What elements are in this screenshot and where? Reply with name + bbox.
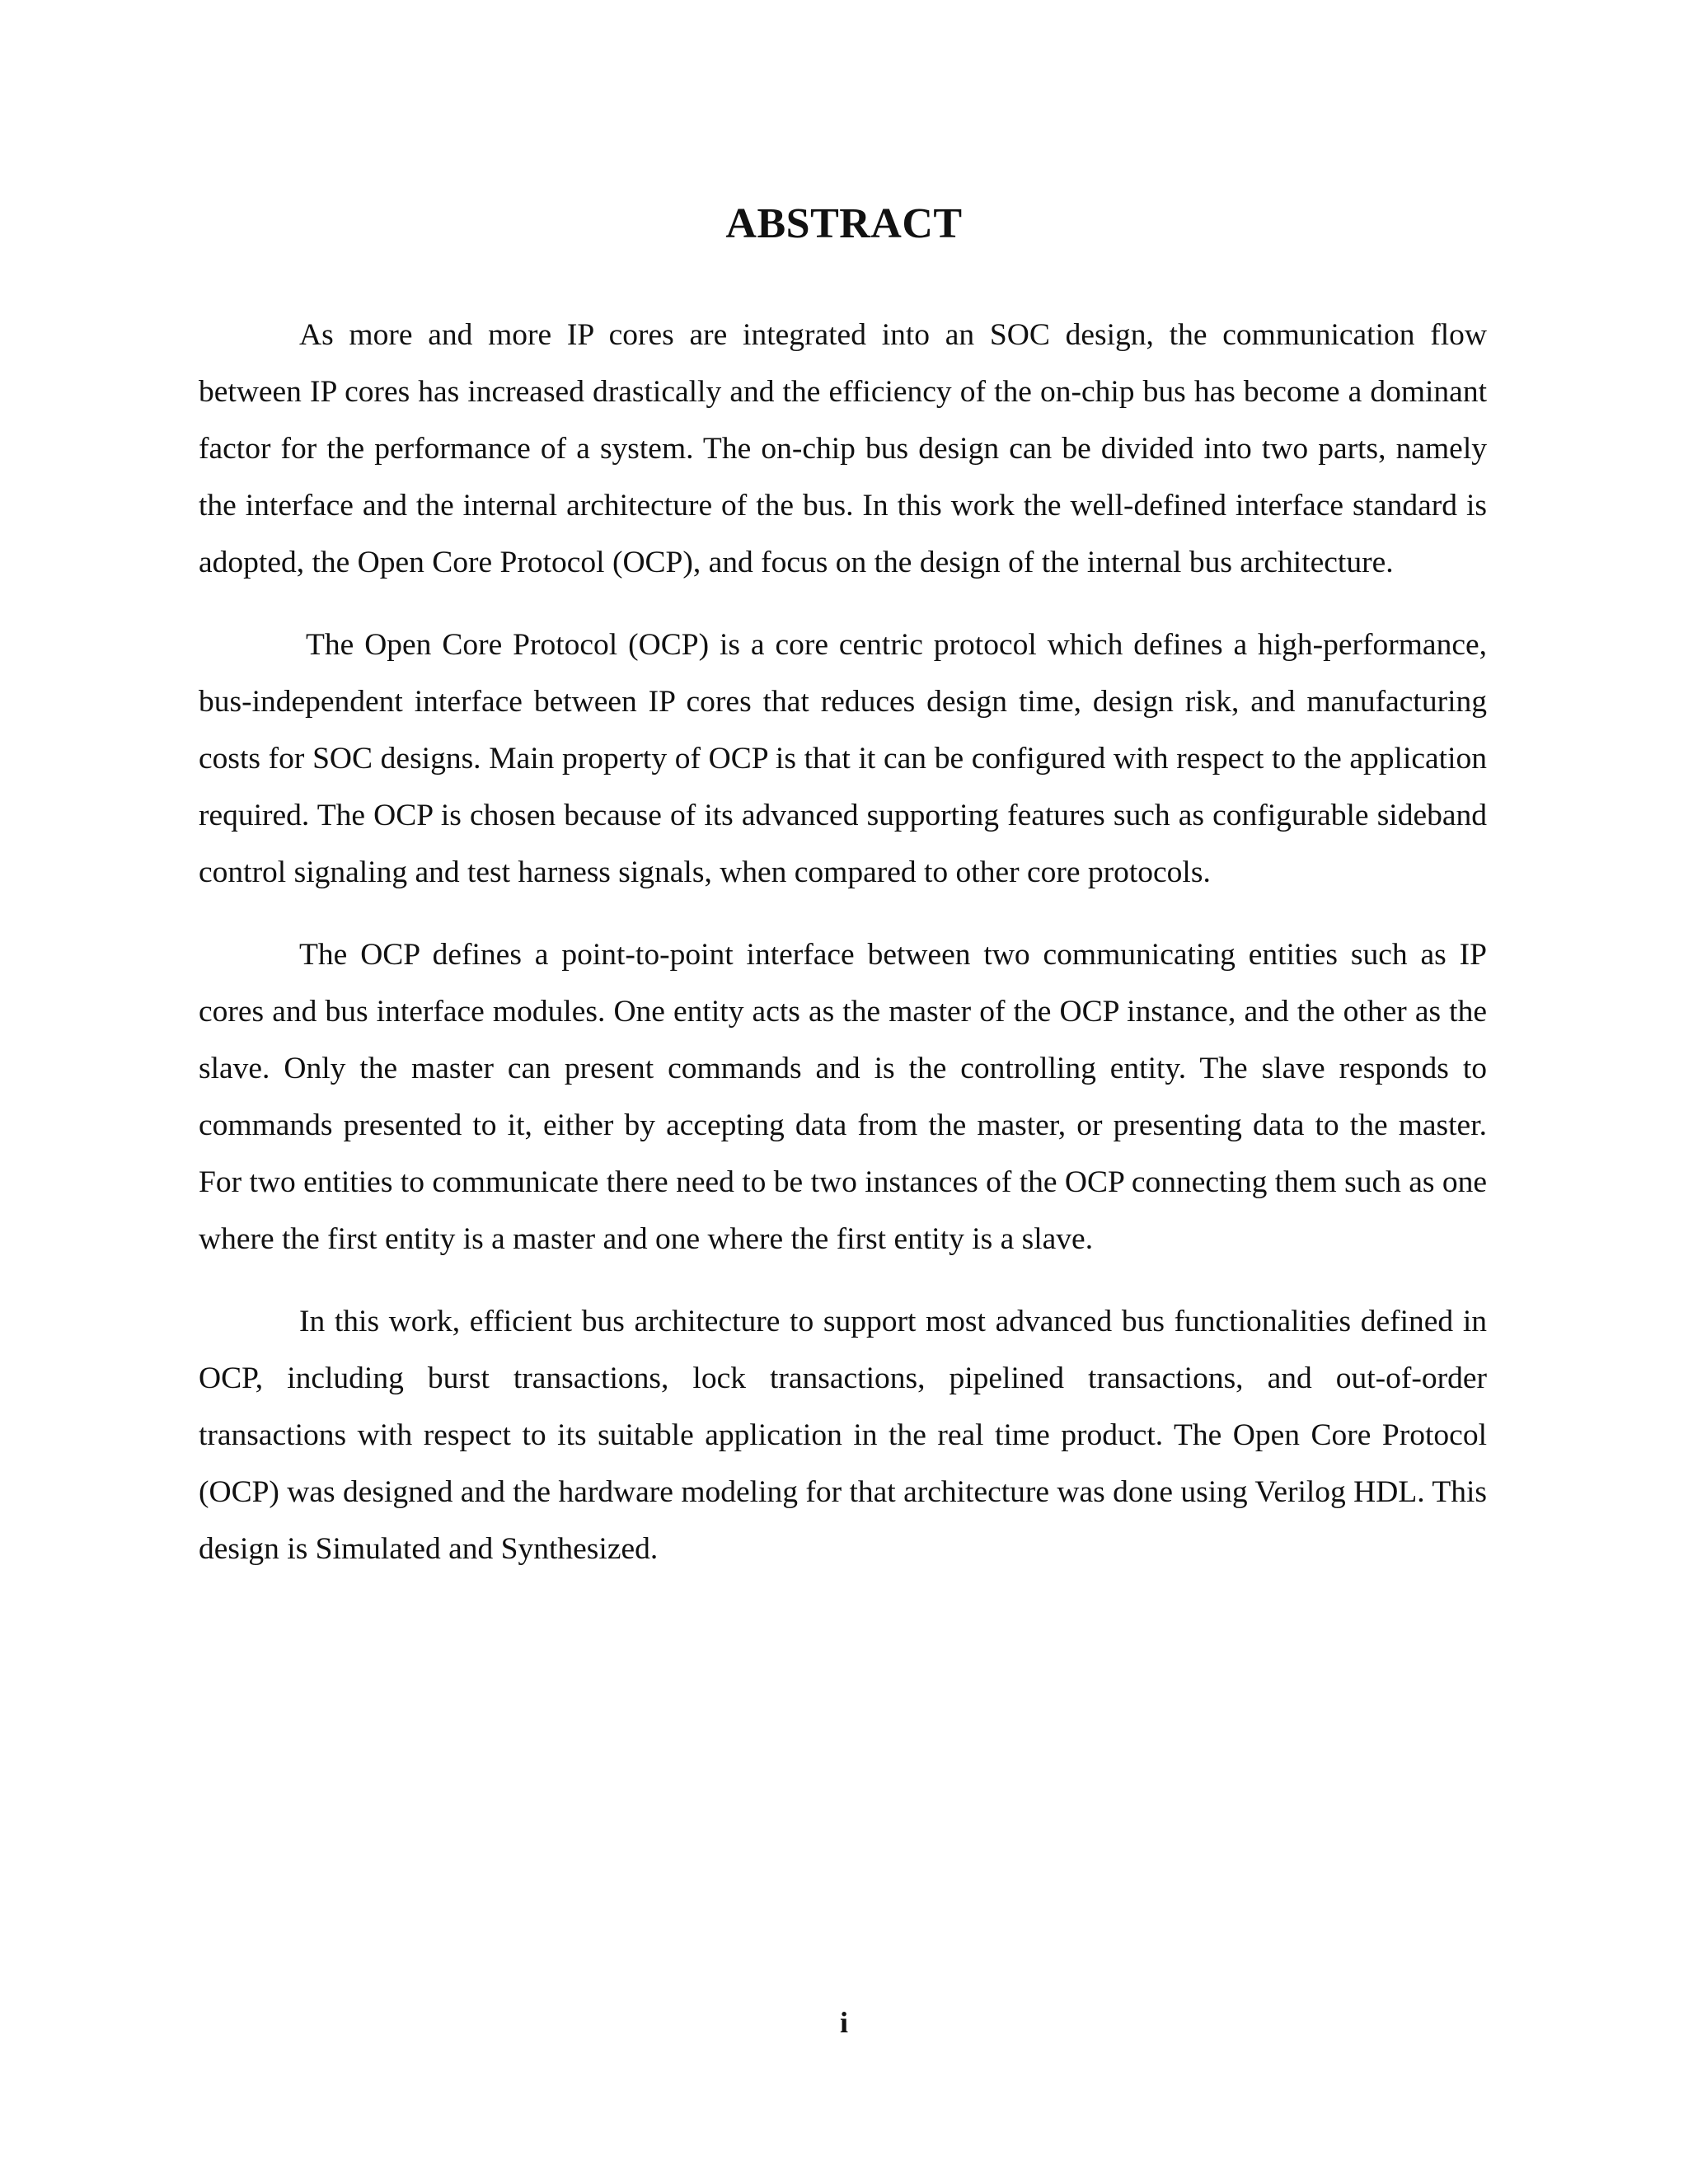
page-number: i	[839, 2006, 848, 2039]
paragraph-2: The Open Core Protocol (OCP) is a core centric protocol which defines a high-performance, bus-independent interface between IP cores that reduces design time, design risk, and manufacturing costs for SOC designs. Main property of OCP is that it can be configured with respect to the application required. The OCP is chosen because of its advanced supporting features such as configurable sideband control signaling and test harness signals, when compared to other core protocols.	[199, 628, 1487, 889]
paragraph-1: As more and more IP cores are integrated into an SOC design, the communication flow between IP cores has increased drastically and the efficiency of the on-chip bus has become a dominant factor for the performance of a system. The on-chip bus design can be divided into two parts, namely the interface and the internal architecture of the bus. In this work the well-defined interface standard is adopted, the Open Core Protocol (OCP), and focus on the design of the internal bus architecture.	[199, 318, 1487, 579]
paragraph-4: In this work, efficient bus architecture to support most advanced bus functionalities defined in OCP, including burst transactions, lock transactions, pipelined transactions, and out-of-order transactions with respect to its suitable application in the real time product. The Open Core Protocol (OCP) was designed and the hardware modeling for that architecture was done using Verilog HDL. This design is Simulated and Synthesized.	[199, 1305, 1487, 1566]
abstract-body	[199, 307, 1487, 1603]
page-title: ABSTRACT	[725, 200, 963, 247]
paragraph-3: The OCP defines a point-to-point interface between two communicating entities such as IP cores and bus interface modules. One entity acts as the master of the OCP instance, and the other as the slave. Only the master can present commands and is the controlling entity. The slave responds to commands presented to it, either by accepting data from the master, or presenting data to the master. For two entities to communicate there need to be two instances of the OCP connecting them such as one where the first entity is a master and one where the first entity is a slave.	[199, 938, 1487, 1256]
